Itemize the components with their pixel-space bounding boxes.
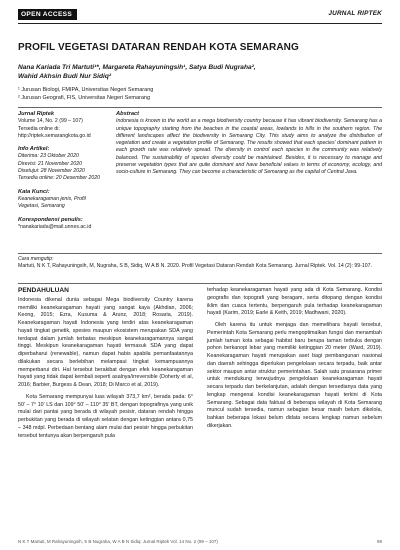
affiliation: ¹ Jurusan Biologi, FMIPA, Universitas Negeri Semarang — [18, 87, 154, 93]
section-heading: PENDAHULUAN — [18, 287, 69, 294]
header-divider — [18, 23, 382, 24]
author-list — [18, 63, 382, 82]
paragraph: Indonesia dikenal dunia sebagai Mega biodiversity Country karena memiliki keanekaragaman hayati yang sangat kaya (Akhdian, 2006; Keong, 2015; Ezra, Kusuma & Arunz, 2018; Rosaria, 2019). Keanekaragaman hayati Indonesia yang terdiri atas keanekaragaman hayati tingkat genetik, spesies maupun ekosistem merupakan SDA yang terdapat dalam jumlah terbatas meskipun keanekaragamannya sangat tinggi. Meskipun keanekaragaman hayati termasuk SDA yang dapat diperbaharui (renewable), namun dapat habis apabila pemanfaatannya dilakukan secara berlebihan melampaui tingkat kemampuannya memperbarui diri. Hal tersebut berakibat dengan efek keanekaragaman hayati yang tidak dapat kembali seperti asalnya/irreversible (Doherty et al, 2016; Barbier, Burgess & Dean, 2018; Di Marco et al, 2019). — [18, 296, 193, 388]
journal-label: Jurnal Riptek — [18, 111, 55, 117]
date-revised: Direvisi: 21 November 2020 — [18, 160, 83, 167]
volume-info: Volume 14, No. 2 (99 – 107) — [18, 118, 83, 125]
online-label: Tersedia online di: — [18, 125, 60, 132]
article-metadata — [18, 111, 108, 237]
journal-info — [18, 111, 108, 140]
divider — [18, 283, 382, 284]
correspondence-block — [18, 217, 108, 232]
affiliations — [18, 86, 382, 102]
keywords-block — [18, 189, 108, 211]
body-column-left — [18, 287, 193, 444]
date-online: Tersedia online: 20 Desember 2020 — [18, 175, 100, 182]
citation-block — [18, 256, 382, 271]
page-footer — [18, 539, 382, 544]
page-number: 99 — [376, 539, 382, 544]
paragraph: Oleh karena itu untuk menjaga dan memelihara hayati tersebut, Pemerintah Kota Semarang perlu mengoptimalkan fungsi dan menambah jumlah taman kota sebagai habitat baru berupa taman terbuka dengan pohon berkanopi lebar yang memiliki ketinggian 20 meter (Ward, 2019). Keanekaragaman hayati merupakan aset bagi pembangunan nasional dan daerah sehingga diperlukan pengelolaan secara terpadu, baik antar sektor maupun antar struktur pemerintahan. Salah satu prasarana primer untuk mendukung terwujudnya pengelolaan keanekaragaman hayati secara terpadu dan berkelanjutan, adalah dengan tersedianya data yang lengkap mengenai kondisi keanekaragaman hayati terkini di Kota Semarang. Sebagai data faktual di beberapa wilayah di Kota Semarang muncul sudah tersedia, namun sebagian besar masih belum dikelola, bahkan beberapa lokasi belum didata secara lengkap namun sebelum dikerjakan. — [207, 322, 382, 429]
citation-label: Cara mengutip: — [18, 256, 54, 262]
date-accepted: Disetujui: 28 November 2020 — [18, 168, 85, 175]
article-info — [18, 146, 108, 182]
abstract — [116, 111, 382, 177]
footer-citation: N K T Martuti, M Rahayuningsih, S B Nugraha, W A B N Sidiq: Jurnal Riptek Vol. 14 No. 2 (99 – 107) — [18, 539, 218, 544]
abstract-label: Abstract — [116, 111, 140, 117]
open-access-badge: OPEN ACCESS — [18, 9, 77, 20]
divider — [18, 253, 382, 254]
keywords-label: Kata Kunci: — [18, 188, 50, 195]
article-title: PROFIL VEGETASI DATARAN RENDAH KOTA SEMARANG — [18, 42, 299, 53]
divider — [18, 107, 382, 108]
paragraph: Kota Semarang mempunyai luas wilayah 373,7 km², berada pada: 6° 50' – 7° 10' LS dan 109° 50' – 110° 35' BT, dengan topografinya yang unik mulai dari pantai yang berada di wilayah pesisir, dataran rendah hingga perbukitan yang berada di wilayah selatan dengan ketinggian antara 0,75 – 348 mdpl. Perbedaan bentang alam mulai dari pesisir hingga perbukitan tersebut tentunya akan berpengaruh pula — [18, 393, 193, 439]
correspondence-label: Korespondensi penulis: — [18, 216, 83, 223]
date-received: Diterima: 23 Oktober 2020 — [18, 153, 79, 160]
author-line: Nana Kariada Tri Martuti¹*, Margareta Rahayuningsih¹, Satya Budi Nugraha², — [18, 64, 256, 71]
info-label: Info Artikel: — [18, 146, 50, 153]
abstract-text: Indonesia is known to the world as a mega biodiversity country because it has vibrant biodiversity. Semarang has a unique topography starting from the beaches in the coastal areas, lowlands to hills in the southern region. The different landscapes affect the biodiversity in Semarang City. This study aims to analyze the distribution of vegetation and create a vegetation profile of Semarang. The results showed that each species' dominant pattern in each growth rate was relatively spread. The diversity in control each species in the community was relatively balanced. The sustainability of species diversity could be maintained. Besides, it is necessary to manage and preserve vegetation types that are quite dominant and have beneficial values in terms of economy, ecology, and socio-culture in Semarang. They can become a characteristic of Semarang as the capital of Central Java. — [116, 118, 382, 176]
journal-url[interactable]: http://riptek.semarangkota.go.id — [18, 132, 91, 139]
keywords: Keanekaragaman jenis, Profil Vegetasi, Semarang — [18, 195, 86, 210]
author-line: Wahid Akhsin Budi Nur Sidiq² — [18, 73, 112, 81]
paragraph: terhadap keanekaragaman hayati yang ada di Kota Semarang. Kondisi geografis dan topografi yang beragam, serta ditopang dengan kondisi iklim dan cuaca tertentu, berpengaruh pula terhadap keanekaragaman hayati (Karim, 2019; Earle & Keith, 2019; Madhwani, 2020). — [207, 287, 382, 317]
affiliation: ² Jurusan Geografi, FIS, Universitas Negeri Semarang — [18, 95, 151, 101]
citation-text: Martuti, N K T, Rahayuningsih, M, Nugraha, S B, Sidiq, W A B N. 2020. Profil Vegetasi Dataran Rendah Kota Semarang. Jurnal Riptek. Vol. 14 (2): 99-107. — [18, 263, 372, 270]
journal-header — [18, 9, 382, 21]
correspondence-email[interactable]: *nanakariada@mail.unnes.ac.id — [18, 223, 92, 230]
body-column-right — [207, 287, 382, 435]
journal-name: JURNAL RIPTEK — [328, 10, 382, 17]
